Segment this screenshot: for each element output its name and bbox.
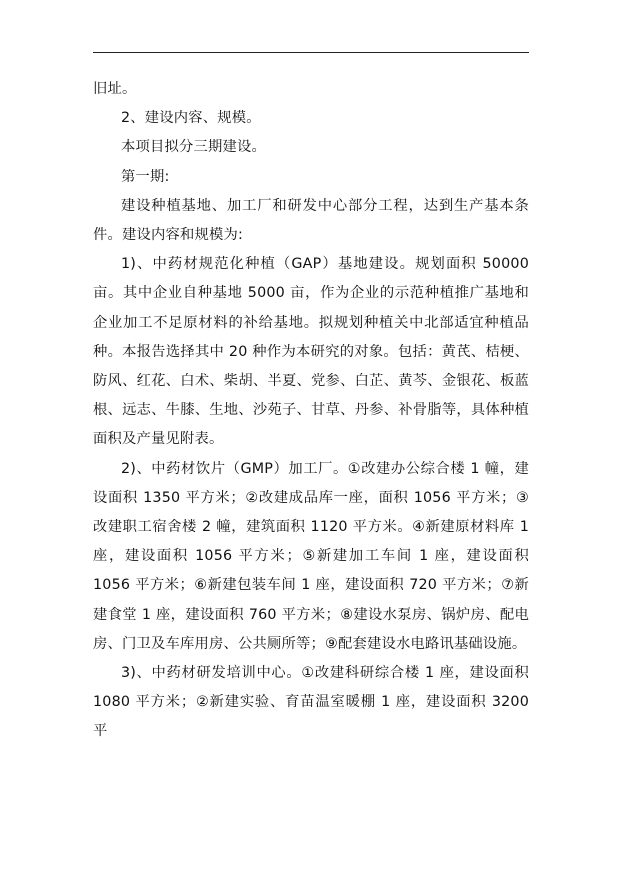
paragraph-item-gap-base: 1)、中药材规范化种植（GAP）基地建设。规划面积 50000 亩。其中企业自种基地 5000 亩，作为企业的示范种植推广基地和企业加工不足原材料的补给基地。拟规划种植关中北部适宜种植品种。本报告选择其中 20 种作为本研究的对象。包括：黄芪、桔梗、防风、红花、白术、柴胡、半夏、党参、白芷、黄芩、金银花、板蓝根、远志、牛膝、生地、沙苑子、甘草、丹参、补骨脂等，具体种植面积及产量见附表。 — [93, 256, 529, 448]
paragraph-continuation: 旧址。 — [93, 81, 137, 97]
paragraph-phases-intro: 本项目拟分三期建设。 — [121, 139, 266, 156]
paragraph-item-gmp-factory: 2)、中药材饮片（GMP）加工厂。①改建办公综合楼 1 幢，建设面积 1350 平方米；②改建成品库一座，面积 1056 平方米；③改建职工宿舍楼 2 幢，建筑面积 1120 平方米。④新建原材料库 1 座，建设面积 1056 平方米；⑤新建加工车间 1 座，建设面积 1056 平方米；⑥新建包装车间 1 座，建设面积 720 平方米；⑦新建食堂 1 座，建设面积 760 平方米；⑧建设水泵房、锅炉房、配电房、门卫及车库用房、公共厕所等；⑨配套建设水电路讯基础设施。 — [93, 460, 529, 652]
header-rule — [93, 52, 529, 53]
paragraph-item-research-center: 3)、中药材研发培训中心。①改建科研综合楼 1 座，建设面积 1080 平方米；②新建实验、育苗温室暖棚 1 座，建设面积 3200 平 — [93, 665, 529, 740]
paragraph-phase-one-heading: 第一期: — [121, 168, 170, 185]
document-body — [93, 75, 529, 747]
paragraph-phase-one-summary: 建设种植基地、加工厂和研发中心部分工程，达到生产基本条件。建设内容和规模为: — [93, 197, 529, 244]
paragraph-section-heading: 2、建设内容、规模。 — [121, 110, 261, 127]
